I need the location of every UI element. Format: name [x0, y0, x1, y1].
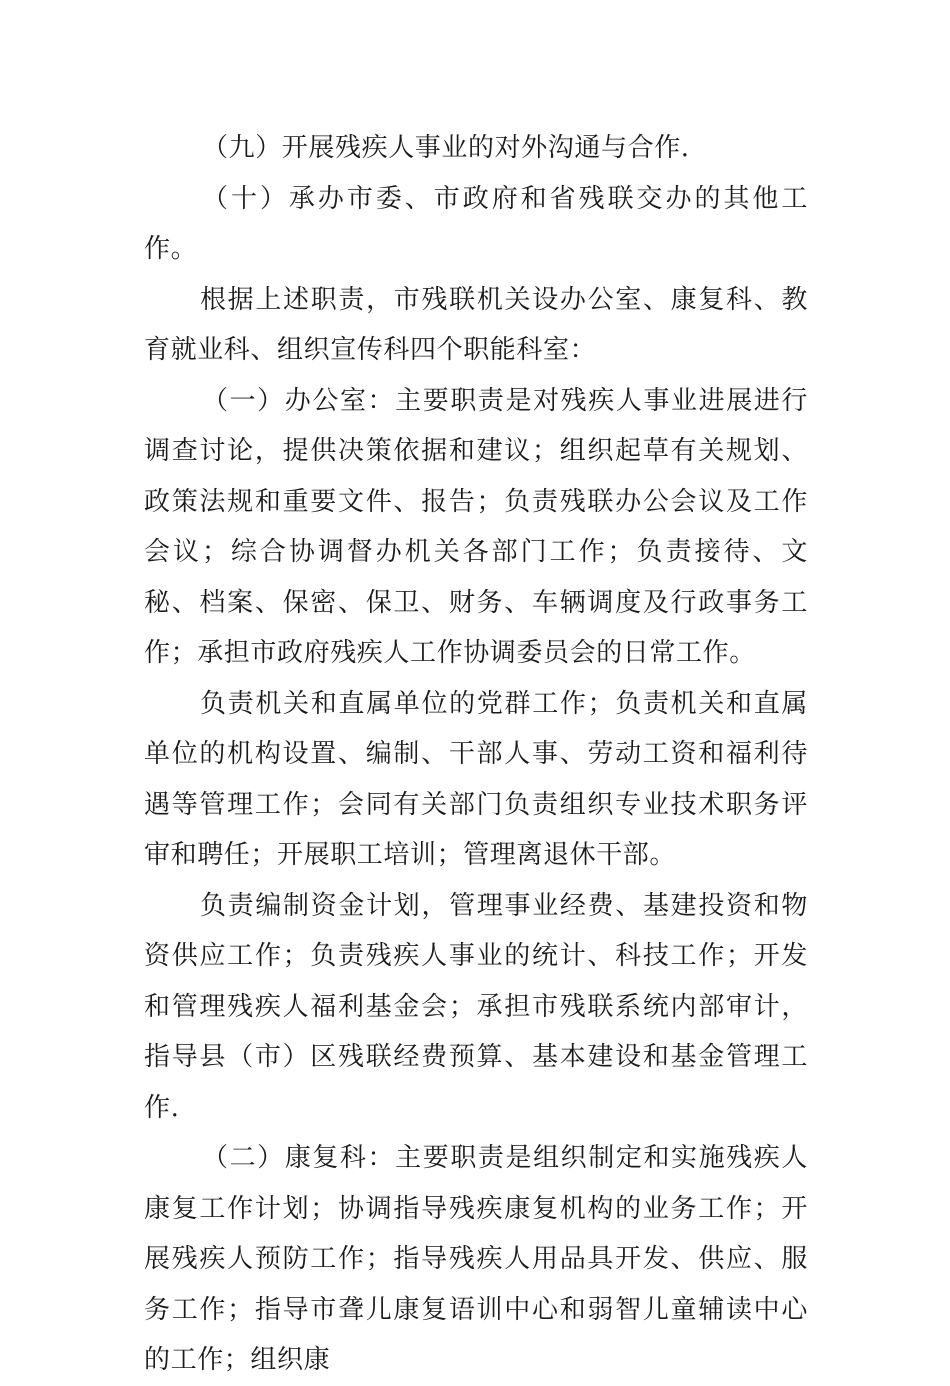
paragraph-item-ten: （十）承办市委、市政府和省残联交办的其他工作。: [144, 183, 808, 264]
paragraph-duties-intro: 根据上述职责，市残联机关设办公室、康复科、教育就业科、组织宣传科四个职能科室：: [144, 284, 808, 365]
paragraph-rehabilitation: （二）康复科：主要职责是组织制定和实施残疾人康复工作计划；协调指导残疾康复机构的业务工作；开展残疾人预防工作；指导残疾人用品具开发、供应、服务工作；指导市聋儿康复语训中心和弱智儿童辅读中心的工作；组织康: [144, 1143, 808, 1375]
paragraph-item-nine: （九）开展残疾人事业的对外沟通与合作.: [202, 133, 690, 163]
paragraph-funding: 负责编制资金计划，管理事业经费、基建投资和物资供应工作；负责残疾人事业的统计、科技工作；开发和管理残疾人福利基金会；承担市残联系统内部审计，指导县（市）区残联经费预算、基本建设和基金管理工作.: [144, 890, 808, 1123]
paragraph-party-work: 负责机关和直属单位的党群工作；负责机关和直属单位的机构设置、编制、干部人事、劳动工资和福利待遇等管理工作；会同有关部门负责组织专业技术职务评审和聘任；开展职工培训；管理离退休干部。: [144, 688, 808, 870]
document-body: [144, 123, 808, 1386]
paragraph-office: （一）办公室：主要职责是对残疾人事业进展进行调查讨论，提供决策依据和建议；组织起草有关规划、政策法规和重要文件、报告；负责残联办公会议及工作会议；综合协调督办机关各部门工作；负责接待、文秘、档案、保密、保卫、财务、车辆调度及行政事务工作；承担市政府残疾人工作协调委员会的日常工作。: [144, 385, 808, 668]
